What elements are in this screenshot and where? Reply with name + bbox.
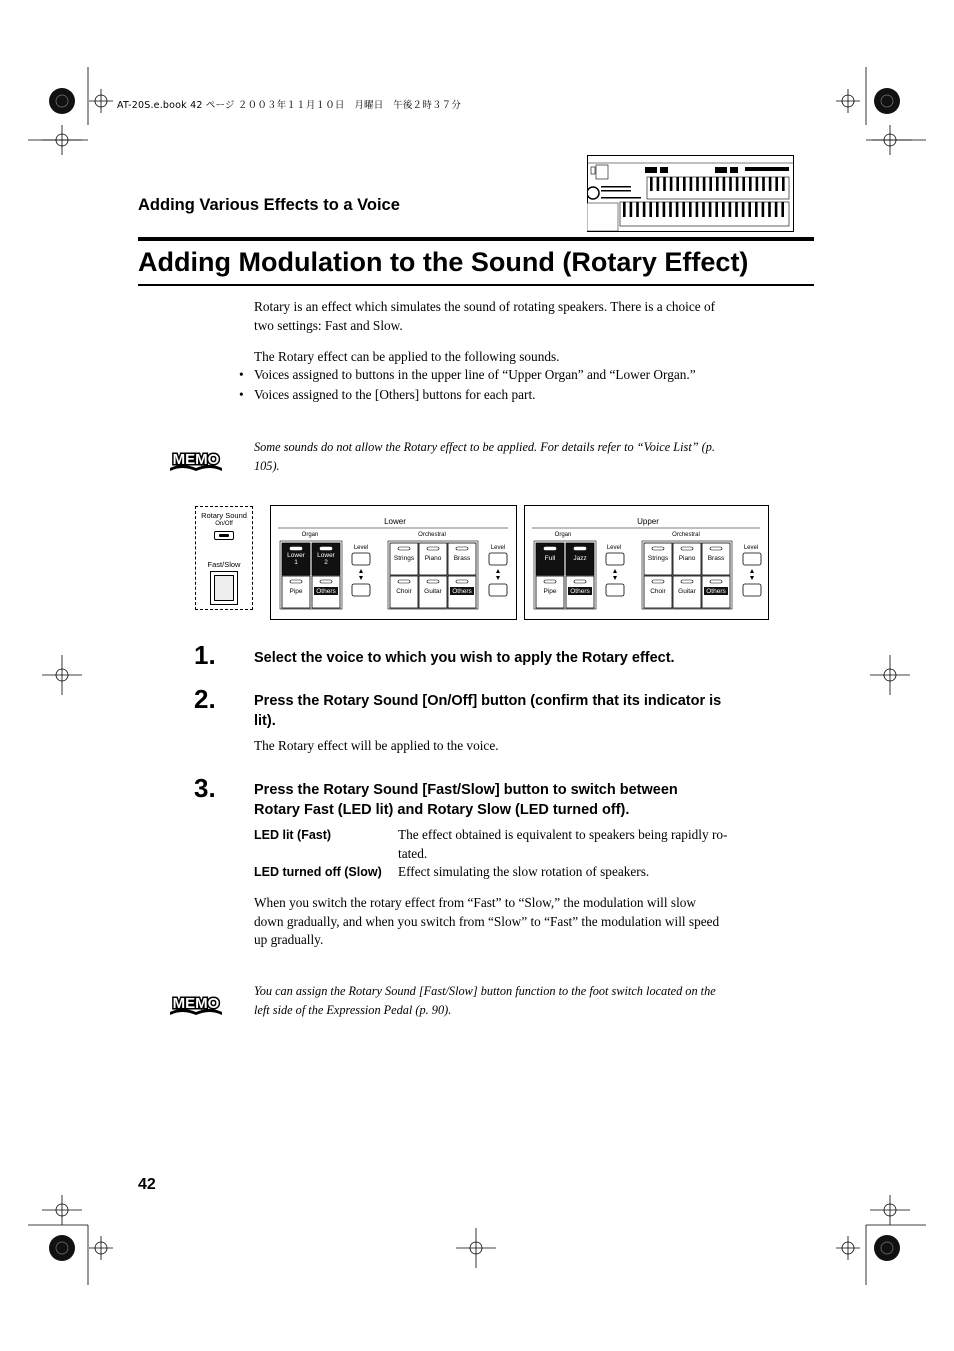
- memo-icon: [168, 990, 224, 1016]
- lower-level-label-2: Level: [490, 545, 506, 551]
- organ-key: [643, 202, 646, 217]
- step-line: Press the Rotary Sound [Fast/Slow] button to switch between: [254, 782, 678, 798]
- organ-key: [775, 202, 778, 217]
- lower-organ-button[interactable]: [282, 543, 310, 575]
- def-desc-fast: [398, 826, 768, 863]
- organ-key: [663, 177, 666, 191]
- step-line: Rotary Fast (LED lit) and Rotary Slow (LED turned off).: [254, 802, 630, 818]
- lower-organ-button-label: Pipe: [289, 588, 303, 595]
- bullet-item: • Voices assigned to the [Others] buttons for each part.: [239, 386, 536, 402]
- memo-line: You can assign the Rotary Sound [Fast/Slow] button function to the foot switch located on the: [254, 984, 716, 998]
- memo-icon-text: MEMO: [172, 451, 220, 468]
- lower-orchestral-button[interactable]: [419, 543, 447, 575]
- upper-orchestral-button-label: Piano: [678, 555, 696, 562]
- lower-organ-label: Organ: [301, 532, 319, 538]
- bullet-list: [239, 366, 696, 404]
- upper-title: Upper: [637, 517, 659, 526]
- organ-key: [723, 177, 726, 191]
- organ-key: [715, 202, 718, 217]
- upper-organ-button[interactable]: [536, 543, 564, 575]
- rotary-fast-slow-button[interactable]: [210, 571, 238, 605]
- lower-orchestral-button-label: Strings: [393, 555, 415, 562]
- lower-title: Lower: [384, 517, 406, 526]
- organ-key: [703, 177, 706, 191]
- step-2-text: [254, 691, 774, 731]
- organ-key: [756, 177, 759, 191]
- organ-key: [650, 177, 653, 191]
- organ-key: [736, 177, 739, 191]
- organ-key: [676, 202, 679, 217]
- intro-line-1: Rotary is an effect which simulates the sound of rotating speakers. There is a choice of: [254, 299, 716, 314]
- upper-level-label-1: Level: [606, 545, 622, 551]
- organ-key: [729, 177, 732, 191]
- lower-organ-button[interactable]: [282, 576, 310, 608]
- def-term-slow: LED turned off (Slow): [254, 865, 382, 879]
- rotary-sound-label: Rotary Sound: [201, 511, 247, 520]
- upper-orchestral-button-label: Brass: [707, 555, 725, 562]
- organ-key: [768, 202, 771, 217]
- upper-orchestral-button[interactable]: [673, 543, 701, 575]
- memo-line: 105).: [254, 458, 280, 473]
- organ-key: [630, 202, 633, 217]
- organ-key: [749, 177, 752, 191]
- lower-orchestral-button-label: Piano: [424, 555, 442, 562]
- upper-organ-label: Organ: [554, 532, 572, 538]
- lower-orchestral-button[interactable]: [390, 543, 418, 575]
- upper-organ-button[interactable]: [566, 543, 594, 575]
- def-line: tated.: [398, 845, 428, 861]
- step-number-1: 1.: [194, 640, 216, 670]
- rotary-sound-panel: [195, 506, 253, 610]
- organ-key: [735, 202, 738, 217]
- organ-key: [729, 202, 732, 217]
- rotary-on-off-button[interactable]: [214, 531, 234, 540]
- def-term-fast: LED lit (Fast): [254, 828, 332, 842]
- lower-orchestral-label: Orchestral: [418, 532, 446, 538]
- upper-level-label-2: Level: [743, 545, 759, 551]
- organ-key: [742, 202, 745, 217]
- speed-change-paragraph: [254, 894, 774, 950]
- lower-organ-button-label: Lower: [317, 552, 335, 559]
- intro-applies: The Rotary effect can be applied to the following sounds.: [254, 349, 560, 364]
- organ-key: [669, 202, 672, 217]
- lower-orchestral-button[interactable]: [448, 543, 476, 575]
- organ-key: [696, 177, 699, 191]
- bullet-item: • Voices assigned to buttons in the upper line of “Upper Organ” and “Lower Organ.”: [239, 367, 696, 382]
- lower-organ-button[interactable]: [312, 543, 340, 575]
- upper-orchestral-button[interactable]: [702, 543, 730, 575]
- step-1-text: Select the voice to which you wish to apply the Rotary effect.: [254, 650, 675, 666]
- upper-organ-button[interactable]: [566, 576, 594, 608]
- upper-orchestral-button-label: Others: [706, 588, 726, 595]
- lower-organ-button[interactable]: [312, 576, 340, 608]
- step-3-text: [254, 780, 774, 820]
- upper-organ-button[interactable]: [536, 576, 564, 608]
- upper-orchestral-button-label: Strings: [647, 555, 669, 562]
- organ-key: [755, 202, 758, 217]
- memo-line: left side of the Expression Pedal (p. 90).: [254, 1002, 452, 1017]
- organ-key: [781, 202, 784, 217]
- organ-key: [623, 202, 626, 217]
- organ-key: [636, 202, 639, 217]
- lower-level-label-1: Level: [353, 545, 369, 551]
- page-title: Adding Modulation to the Sound (Rotary Effect): [138, 247, 749, 277]
- title-rule-bottom: [138, 284, 814, 286]
- organ-key: [682, 202, 685, 217]
- organ-key: [670, 177, 673, 191]
- upper-organ-button-label: Full: [544, 555, 556, 562]
- organ-key: [722, 202, 725, 217]
- upper-orchestral-button[interactable]: [644, 543, 672, 575]
- organ-key: [748, 202, 751, 217]
- memo-note-2: [254, 982, 774, 1019]
- lower-orchestral-button-label: Guitar: [424, 588, 442, 595]
- upper-orchestral-label: Orchestral: [672, 532, 700, 538]
- voice-buttons-panel: [270, 505, 790, 621]
- file-info: AT-20S.e.book 42 ページ ２００３年１１月１０日 月曜日 午後２時３７分: [117, 100, 462, 111]
- intro-line-2: two settings: Fast and Slow.: [254, 317, 403, 333]
- organ-key: [649, 202, 652, 217]
- lower-orchestral-button-label: Choir: [396, 588, 412, 595]
- memo-icon: [168, 446, 224, 472]
- upper-organ-button-label: Jazz: [573, 555, 587, 562]
- lower-organ-button-label: 2: [324, 559, 328, 566]
- lower-orchestral-button-label: Others: [452, 588, 472, 595]
- organ-key: [769, 177, 772, 191]
- organ-key: [762, 202, 765, 217]
- step-line: lit).: [254, 713, 276, 729]
- fast-slow-label: Fast/Slow: [207, 560, 241, 569]
- organ-key: [657, 177, 660, 191]
- upper-orchestral-button[interactable]: [644, 576, 672, 608]
- upper-orchestral-button-label: Guitar: [678, 588, 696, 595]
- para-line: down gradually, and when you switch from “Slow” to “Fast” the modulation will speed: [254, 913, 720, 929]
- def-line: The effect obtained is equivalent to speakers being rapidly ro-: [398, 827, 728, 842]
- organ-key: [709, 177, 712, 191]
- lower-orchestral-button[interactable]: [390, 576, 418, 608]
- def-desc-slow: Effect simulating the slow rotation of speakers.: [398, 864, 650, 879]
- upper-orchestral-button[interactable]: [702, 576, 730, 608]
- organ-key: [676, 177, 679, 191]
- lower-organ-button-label: Lower: [287, 552, 305, 559]
- organ-key: [775, 177, 778, 191]
- organ-key: [656, 202, 659, 217]
- lower-orchestral-button[interactable]: [419, 576, 447, 608]
- organ-key: [663, 202, 666, 217]
- organ-key: [709, 202, 712, 217]
- memo-icon-text: MEMO: [172, 995, 220, 1012]
- organ-key: [683, 177, 686, 191]
- organ-key: [742, 177, 745, 191]
- memo-note-1: [254, 438, 774, 475]
- organ-key: [716, 177, 719, 191]
- upper-orchestral-button-label: Choir: [650, 588, 666, 595]
- organ-key: [696, 202, 699, 217]
- memo-line: Some sounds do not allow the Rotary effect to be applied. For details refer to “Voice List” (p.: [254, 440, 715, 454]
- page-number: 42: [138, 1176, 156, 1193]
- organ-key: [762, 177, 765, 191]
- organ-key: [690, 177, 693, 191]
- upper-organ-button-label: Pipe: [543, 588, 557, 595]
- lower-organ-button-label: Others: [316, 588, 336, 595]
- on-off-label: On/Off: [215, 521, 233, 527]
- upper-organ-button-label: Others: [570, 588, 590, 595]
- para-line: When you switch the rotary effect from “Fast” to “Slow,” the modulation will slow: [254, 895, 697, 910]
- upper-orchestral-button[interactable]: [673, 576, 701, 608]
- step-number-3: 3.: [194, 773, 216, 803]
- title-rule-top: [138, 237, 814, 241]
- organ-key: [782, 177, 785, 191]
- lower-orchestral-button-label: Brass: [453, 555, 471, 562]
- lower-orchestral-button[interactable]: [448, 576, 476, 608]
- step-2-note: The Rotary effect will be applied to the voice.: [254, 738, 499, 753]
- organ-thumbnail-image: [587, 155, 795, 232]
- organ-key: [702, 202, 705, 217]
- lower-organ-button-label: 1: [294, 559, 298, 566]
- section-heading: Adding Various Effects to a Voice: [138, 196, 400, 214]
- para-line: up gradually.: [254, 932, 324, 947]
- step-line: Press the Rotary Sound [On/Off] button (confirm that its indicator is: [254, 693, 722, 709]
- intro-paragraph: [254, 298, 774, 335]
- organ-key: [689, 202, 692, 217]
- step-number-2: 2.: [194, 684, 216, 714]
